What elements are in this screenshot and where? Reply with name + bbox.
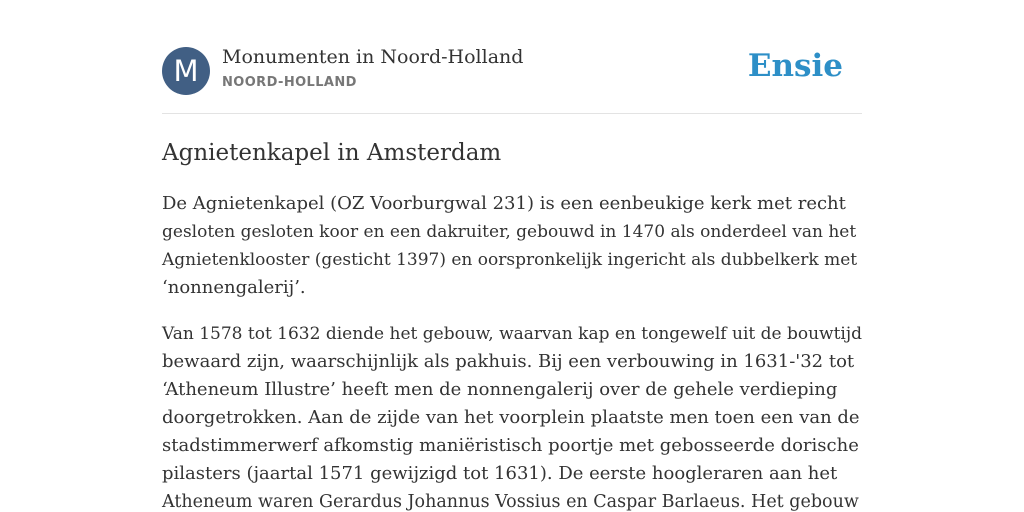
site-subtitle[interactable]: NOORD-HOLLAND xyxy=(222,75,357,90)
paragraph-line: ‘Atheneum Illustre’ heeft men de nonnengalerij over de gehele verdieping xyxy=(162,379,838,400)
article-title: Agnietenkapel in Amsterdam xyxy=(162,140,502,166)
avatar[interactable]: M xyxy=(162,47,210,95)
ensie-logo[interactable]: Ensie xyxy=(747,48,843,84)
paragraph-line: doorgetrokken. Aan de zijde van het voorplein plaatste men toen een van de xyxy=(162,407,860,428)
article-paragraph-2 xyxy=(162,320,864,512)
paragraph-line: De Agnietenkapel (OZ Voorburgwal 231) is een eenbeukige kerk met recht xyxy=(162,193,846,214)
header-divider xyxy=(162,113,862,114)
article-paragraph-1 xyxy=(162,190,864,302)
paragraph-line: pilasters (jaartal 1571 gewijzigd tot 1631). De eerste hoogleraren aan het xyxy=(162,463,838,484)
site-title[interactable]: Monumenten in Noord-Holland xyxy=(222,46,524,68)
paragraph-line: stadstimmerwerf afkomstig maniëristisch poortje met gebosseerde dorische xyxy=(162,435,859,456)
paragraph-line: Van 1578 tot 1632 diende het gebouw, waarvan kap en tongewelf uit de bouwtijd xyxy=(162,324,862,344)
paragraph-line: bewaard zijn, waarschijnlijk als pakhuis. Bij een verbouwing in 1631-'32 tot xyxy=(162,351,855,372)
paragraph-line: Atheneum waren Gerardus Johannus Vossius en Caspar Barlaeus. Het gebouw xyxy=(162,492,859,512)
site-header xyxy=(162,46,862,96)
paragraph-line: Agnietenklooster (gesticht 1397) en oorspronkelijk ingericht als dubbelkerk met xyxy=(162,250,858,270)
article xyxy=(162,138,864,512)
paragraph-line: ‘nonnengalerij’. xyxy=(162,277,306,298)
paragraph-line: gesloten gesloten koor en een dakruiter, gebouwd in 1470 als onderdeel van het xyxy=(162,222,857,242)
